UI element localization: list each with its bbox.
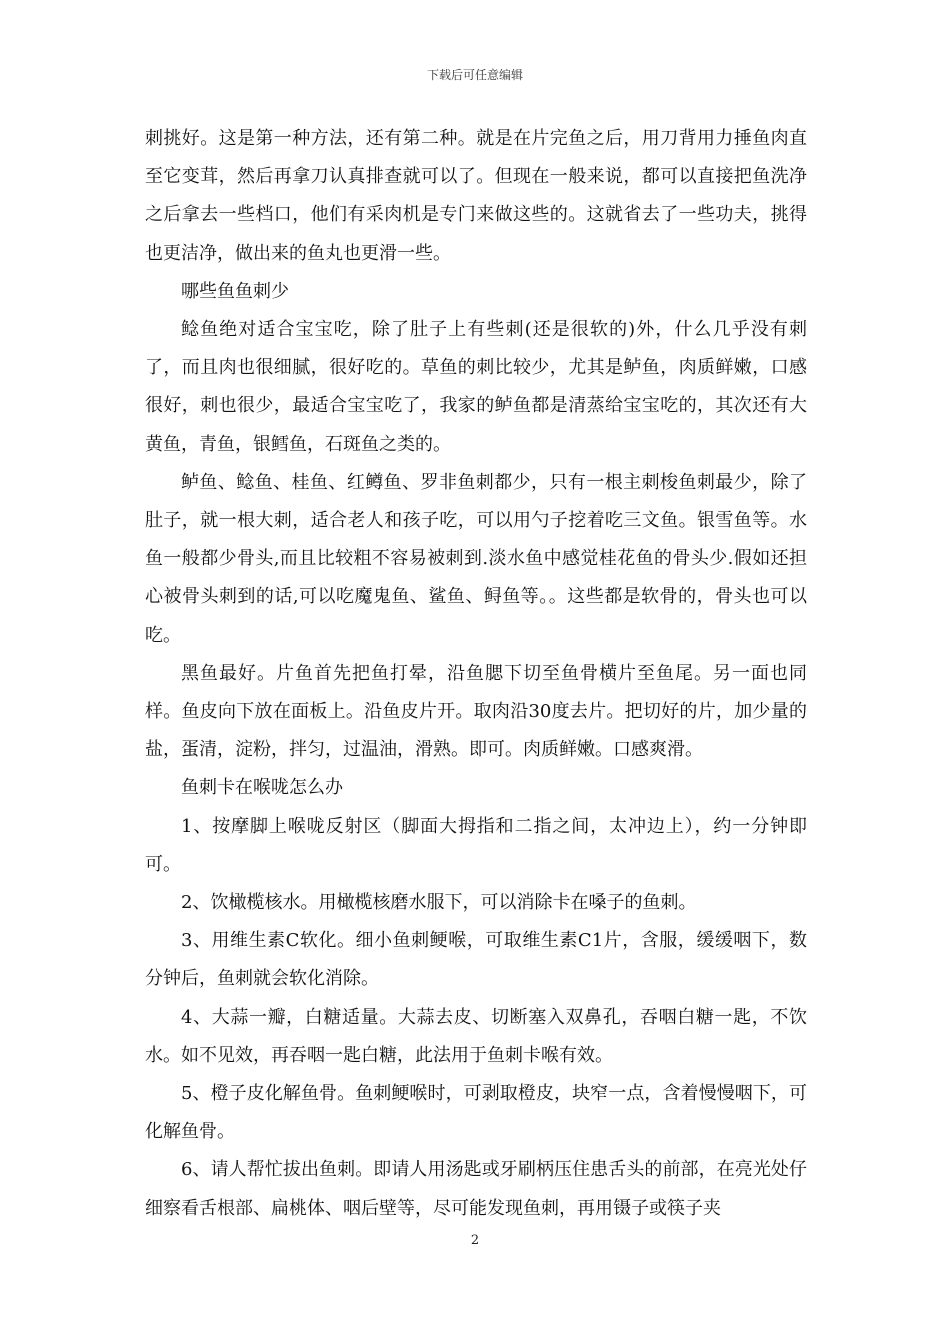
page-number: 2 <box>470 1233 480 1248</box>
paragraph-fish-list: 鲈鱼、鲶鱼、桂鱼、红鳟鱼、罗非鱼刺都少，只有一根主刺梭鱼刺最少，除了肚子，就一根大刺，适合老人和孩子吃，可以用勺子挖着吃三文鱼。银雪鱼等。水鱼一般都少骨头,而且比较粗不容易被刺到.淡水鱼中感觉桂花鱼的骨头少.假如还担心被骨头刺到的话,可以吃魔鬼鱼、鲨鱼、鲟鱼等。。这些都是软骨的，骨头也可以吃。 <box>145 471 807 646</box>
page-header: 下载后可任意编辑 <box>426 68 523 82</box>
paragraph-catfish: 鲶鱼绝对适合宝宝吃，除了肚子上有些刺(还是很软的)外，什么几乎没有刺了，而且肉也很细腻，很好吃的。草鱼的刺比较少，尤其是鲈鱼，肉质鲜嫩，口感很好，刺也很少，最适合宝宝吃了，我家的鲈鱼都是清蒸给宝宝吃的，其次还有大黄鱼，青鱼，银鳕鱼，石斑鱼之类的。 <box>145 319 807 455</box>
list-item-3: 3、用维生素C软化。细小鱼刺鲠喉，可取维生素C1片，含服，缓缓咽下，数分钟后，鱼刺就会软化消除。 <box>145 930 807 990</box>
paragraph-snakehead: 黑鱼最好。片鱼首先把鱼打晕，沿鱼腮下切至鱼骨横片至鱼尾。另一面也同样。鱼皮向下放在面板上。沿鱼皮片开。取肉沿30度去片。把切好的片，加少量的盐，蛋清，淀粉，拌匀，过温油，滑熟。即可。肉质鲜嫩。口感爽滑。 <box>145 662 807 761</box>
list-item-5: 5、橙子皮化解鱼骨。鱼刺鲠喉时，可剥取橙皮，块窄一点，含着慢慢咽下，可化解鱼骨。 <box>145 1083 807 1143</box>
list-item-4: 4、大蒜一瓣，白糖适量。大蒜去皮、切断塞入双鼻孔，吞咽白糖一匙，不饮水。如不见效，再吞咽一匙白糖，此法用于鱼刺卡喉有效。 <box>145 1006 807 1066</box>
paragraph-continuation: 刺挑好。这是第一种方法，还有第二种。就是在片完鱼之后，用刀背用力捶鱼肉直至它变茸，然后再拿刀认真排查就可以了。但现在一般来说，都可以直接把鱼洗净之后拿去一些档口，他们有采肉机是专门来做这些的。这就省去了一些功夫，挑得也更洁净，做出来的鱼丸也更滑一些。 <box>145 128 807 264</box>
list-item-1: 1、按摩脚上喉咙反射区（脚面大拇指和二指之间，太冲边上），约一分钟即可。 <box>145 815 807 875</box>
section-heading-few-bones: 哪些鱼鱼刺少 <box>181 280 289 302</box>
list-item-6: 6、请人帮忙拔出鱼刺。即请人用汤匙或牙刷柄压住患舌头的前部，在亮光处仔细察看舌根部、扁桃体、咽后壁等，尽可能发现鱼刺，再用镊子或筷子夹 <box>145 1159 807 1219</box>
document-body <box>145 120 807 1228</box>
list-item-2: 2、饮橄榄核水。用橄榄核磨水服下，可以消除卡在嗓子的鱼刺。 <box>181 892 697 914</box>
section-heading-bone-stuck: 鱼刺卡在喉咙怎么办 <box>181 777 343 799</box>
